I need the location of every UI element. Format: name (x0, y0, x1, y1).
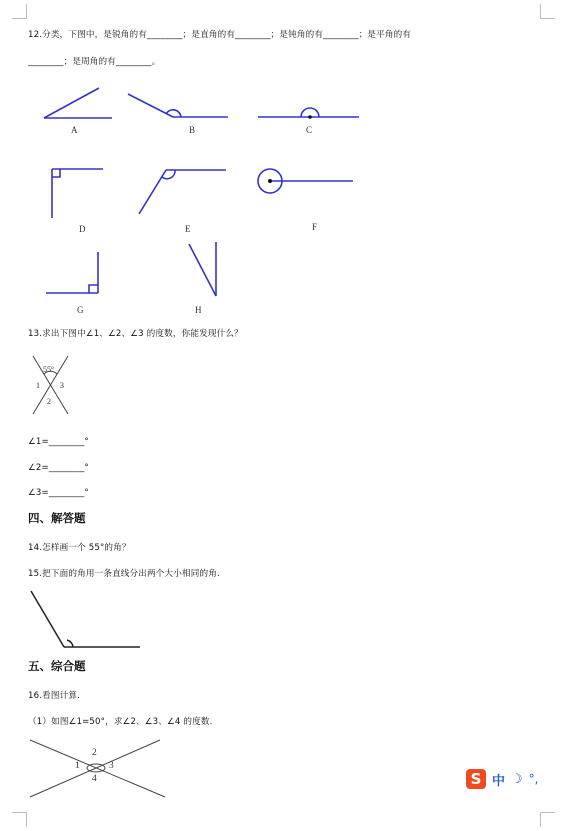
q16-angle-2: 2 (92, 748, 97, 758)
label-e: E (185, 224, 191, 234)
q12-line2: ________；是周角的有________。 (28, 57, 161, 67)
q16-angle-3: 3 (109, 761, 114, 771)
q15-question: 15.把下面的角用一条直线分出两个大小相同的角. (28, 569, 220, 579)
sogou-s-icon[interactable]: S (466, 769, 486, 789)
q13-angle-value: 55° (43, 365, 55, 374)
q16-angle-1: 1 (75, 761, 80, 771)
q13-angle-1: 1 (36, 381, 40, 390)
q16-subquestion-1: （1）如图∠1=50°，求∠2、∠3、∠4 的度数. (28, 717, 213, 727)
label-f: F (312, 222, 318, 232)
label-h: H (195, 305, 202, 315)
q13-answer-1: ∠1=________° (28, 437, 89, 447)
section-5-heading: 五、综合题 (28, 659, 86, 673)
q13-angle-2: 2 (47, 397, 51, 406)
section-4-heading: 四、解答题 (28, 511, 86, 525)
q13-answer-2: ∠2=________° (28, 463, 89, 473)
q12-line1: 12.分类，下图中，是锐角的有________；是直角的有________；是钝角的有________；是平角的有 (28, 30, 412, 40)
q14-question: 14.怎样画一个 55°的角？ (28, 543, 131, 553)
ime-mode-button[interactable]: 中 (492, 773, 506, 789)
q13-answer-3: ∠3=________° (28, 488, 89, 498)
q16-question: 16.看图计算. (28, 691, 80, 701)
label-a: A (71, 125, 78, 135)
moon-icon[interactable]: ☽ (511, 771, 523, 787)
q13-question: 13.求出下图中∠1、∠2、∠3 的度数，你能发现什么？ (28, 329, 243, 339)
punctuation-icon[interactable]: °, (528, 772, 539, 786)
ime-toolbar[interactable] (466, 768, 558, 790)
label-c: C (306, 125, 313, 135)
q13-angle-3: 3 (60, 381, 64, 390)
label-g: G (77, 305, 84, 315)
label-d: D (79, 224, 86, 234)
q16-angle-4: 4 (92, 774, 97, 784)
label-b: B (189, 125, 196, 135)
